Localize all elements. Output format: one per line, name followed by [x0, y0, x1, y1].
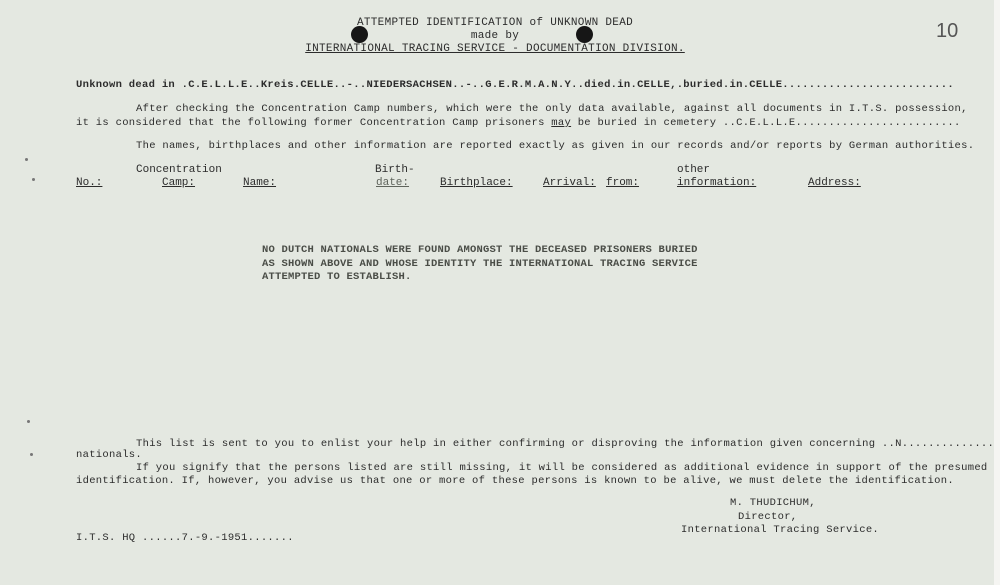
may-word: may: [551, 117, 572, 129]
header-line-1: ATTEMPTED IDENTIFICATION of UNKNOWN DEAD: [356, 17, 634, 29]
margin-dot: [25, 158, 28, 161]
unknown-dead-line: Unknown dead in .C.E.L.L.E..Kreis.CELLE..-..NIEDERSACHSEN..-..G.E.R.M.A.N.Y..died.in.CELLE,.buried.in.CELLE..........................: [76, 79, 954, 91]
column-from: from:: [606, 177, 640, 189]
column-address: Address:: [808, 177, 861, 189]
column-camp-top: Concentration: [136, 164, 222, 176]
column-arrival: Arrival:: [543, 177, 596, 189]
paragraph-1-line-2-post: be buried in cemetery ..C.E.L.L.E.........................: [571, 117, 961, 129]
paragraph-1-line-1: After checking the Concentration Camp numbers, which were the only data available, against all documents in I.T.S. possession,: [136, 103, 968, 115]
margin-dot: [32, 178, 35, 181]
closing-line-3: If you signify that the persons listed are still missing, it will be considered as additional evidence in support of the presumed: [136, 462, 988, 474]
column-name: Name:: [243, 177, 277, 189]
column-camp: Camp:: [162, 177, 196, 189]
margin-dot: [27, 420, 30, 423]
footer-reference: I.T.S. HQ ......7.-9.-1951.......: [76, 532, 294, 544]
signature-title: Director,: [738, 511, 798, 523]
closing-line-4: identification. If, however, you advise us that one or more of these persons is known to be alive, we must delete the identification.: [76, 475, 954, 487]
margin-dot: [30, 453, 33, 456]
column-other-information: information:: [677, 177, 757, 189]
signature-org: International Tracing Service.: [681, 524, 880, 536]
notice-block: [262, 244, 698, 285]
paragraph-1-line-2: [76, 117, 961, 129]
column-birth-top: Birth-: [375, 164, 415, 176]
signature-name: M. THUDICHUM,: [730, 497, 816, 509]
paragraph-1-line-2-pre: it is considered that the following former Concentration Camp prisoners: [76, 117, 552, 129]
column-birthplace: Birthplace:: [440, 177, 513, 189]
header-line-2: made by: [470, 30, 520, 42]
notice-line-2: AS SHOWN ABOVE AND WHOSE IDENTITY THE INTERNATIONAL TRACING SERVICE: [262, 257, 698, 270]
closing-line-1: This list is sent to you to enlist your help in either confirming or disproving the information given concerning ..N..............: [136, 438, 995, 450]
column-birthdate: date:: [376, 177, 410, 189]
notice-line-3: ATTEMPTED TO ESTABLISH.: [262, 271, 412, 283]
column-no: No.:: [76, 177, 103, 189]
notice-line-1: NO DUTCH NATIONALS WERE FOUND AMONGST THE DECEASED PRISONERS BURIED: [262, 244, 698, 256]
page-number: 10: [936, 20, 959, 42]
header-line-3: INTERNATIONAL TRACING SERVICE - DOCUMENTATION DIVISION.: [305, 43, 685, 55]
closing-line-2: nationals.: [76, 449, 143, 461]
paragraph-2: The names, birthplaces and other information are reported exactly as given in our records and/or reports by German authorities.: [136, 140, 975, 152]
column-other-top: other: [677, 164, 711, 176]
